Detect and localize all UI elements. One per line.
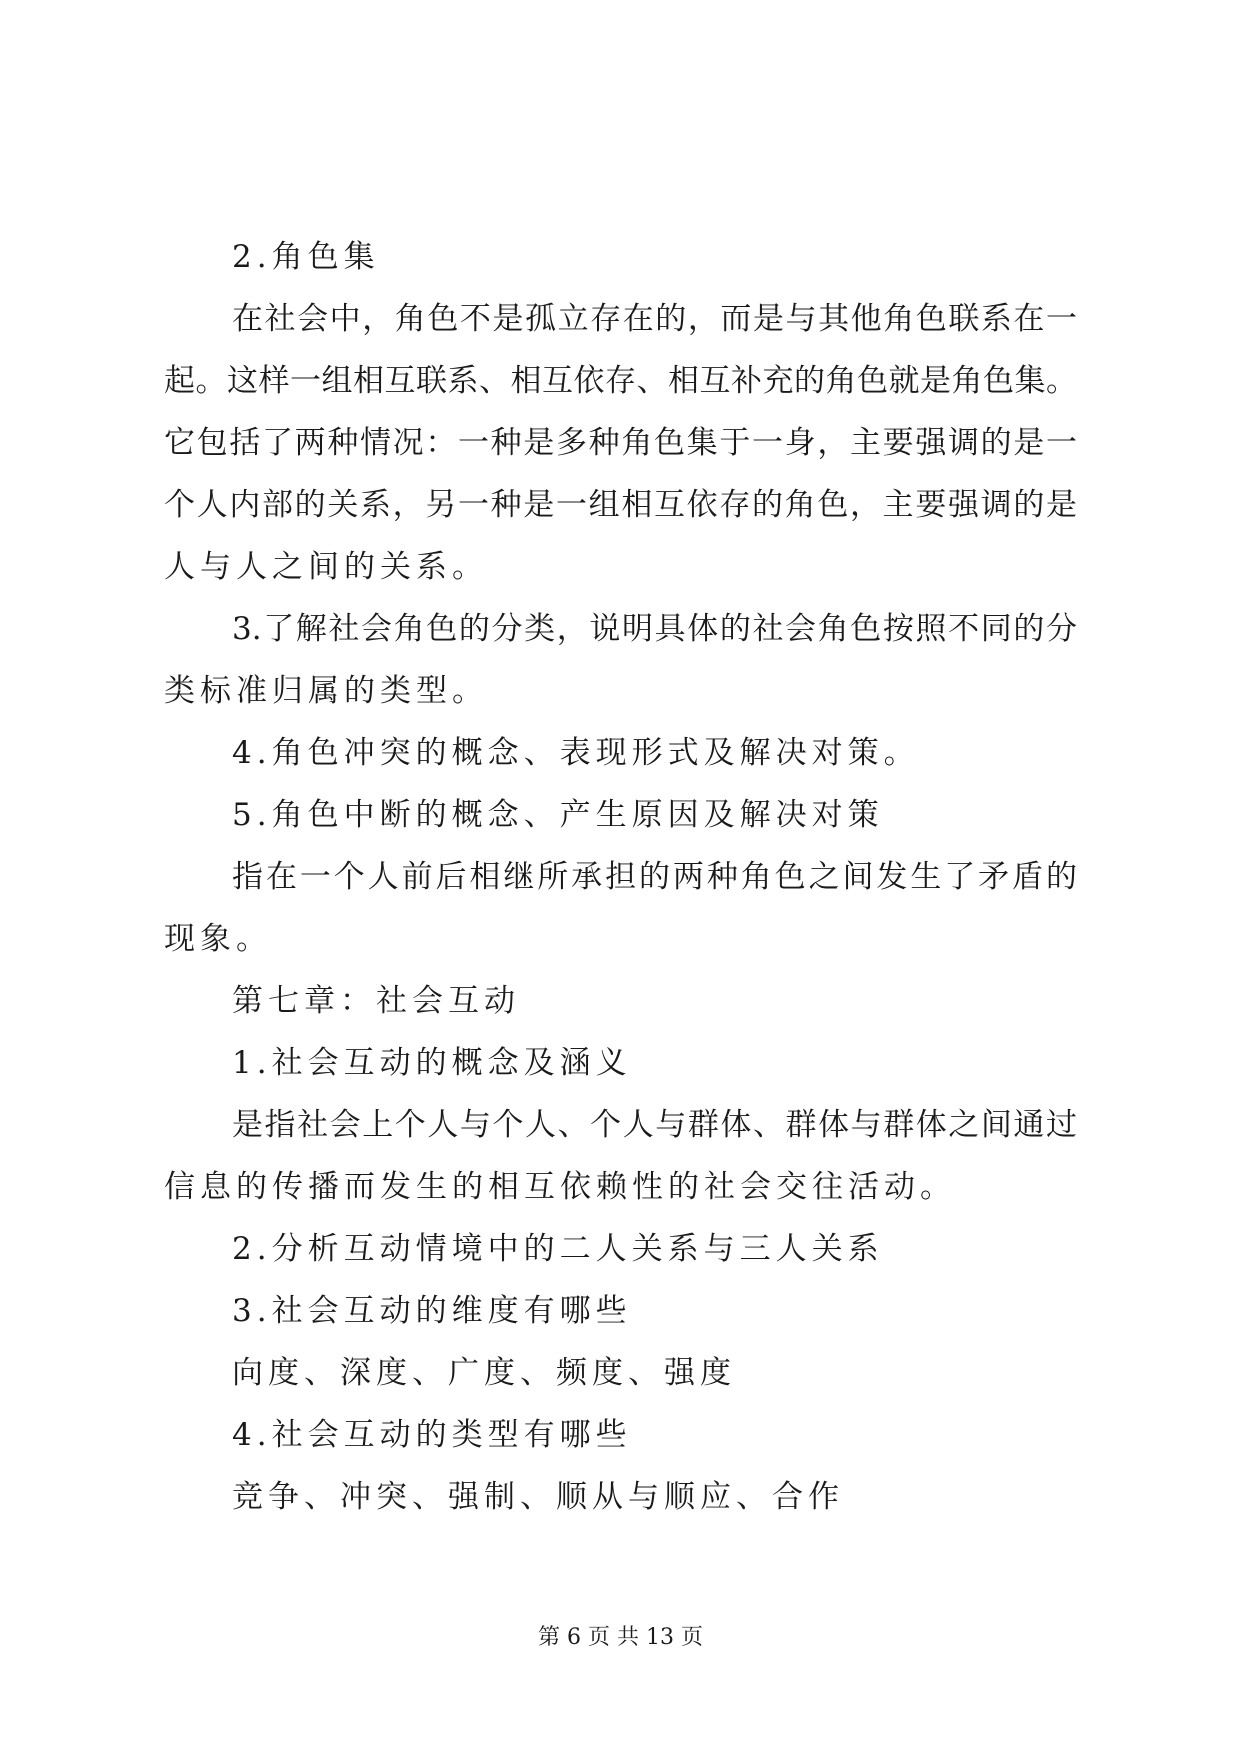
paragraph-line: 信息的传播而发生的相互依赖性的社会交往活动。 xyxy=(164,1169,956,1205)
list-item: 4.角色冲突的概念、表现形式及解决对策。 xyxy=(232,735,920,771)
list-item: 5.角色中断的概念、产生原因及解决对策 xyxy=(232,797,884,833)
chapter-heading: 第七章：社会互动 xyxy=(232,983,520,1019)
list-item: 3.了解社会角色的分类，说明具体的社会角色按照不同的分 xyxy=(232,611,1077,647)
paragraph-line: 人与人之间的关系。 xyxy=(164,549,488,585)
section-heading-role-set: 2.角色集 xyxy=(232,239,380,275)
paragraph-line: 在社会中，角色不是孤立存在的，而是与其他角色联系在一 xyxy=(232,301,1077,337)
paragraph-line: 竞争、冲突、强制、顺从与顺应、合作 xyxy=(232,1479,844,1515)
list-item: 2.分析互动情境中的二人关系与三人关系 xyxy=(232,1231,884,1267)
paragraph-line: 个人内部的关系，另一种是一组相互依存的角色，主要强调的是 xyxy=(164,487,1077,523)
paragraph-line: 是指社会上个人与个人、个人与群体、群体与群体之间通过 xyxy=(232,1107,1077,1143)
paragraph-line: 类标准归属的类型。 xyxy=(164,673,488,709)
paragraph-line: 它包括了两种情况：一种是多种角色集于一身，主要强调的是一 xyxy=(164,425,1077,461)
paragraph-line: 现象。 xyxy=(164,921,272,957)
paragraph-line: 向度、深度、广度、频度、强度 xyxy=(232,1355,736,1391)
list-item: 4.社会互动的类型有哪些 xyxy=(232,1417,632,1453)
list-item: 1.社会互动的概念及涵义 xyxy=(232,1045,632,1081)
page-footer: 第 6 页 共 13 页 xyxy=(538,1625,703,1650)
paragraph-line: 指在一个人前后相继所承担的两种角色之间发生了矛盾的 xyxy=(232,859,1077,895)
paragraph-line: 起。这样一组相互联系、相互依存、相互补充的角色就是角色集。 xyxy=(164,363,1077,399)
list-item: 3.社会互动的维度有哪些 xyxy=(232,1293,632,1329)
